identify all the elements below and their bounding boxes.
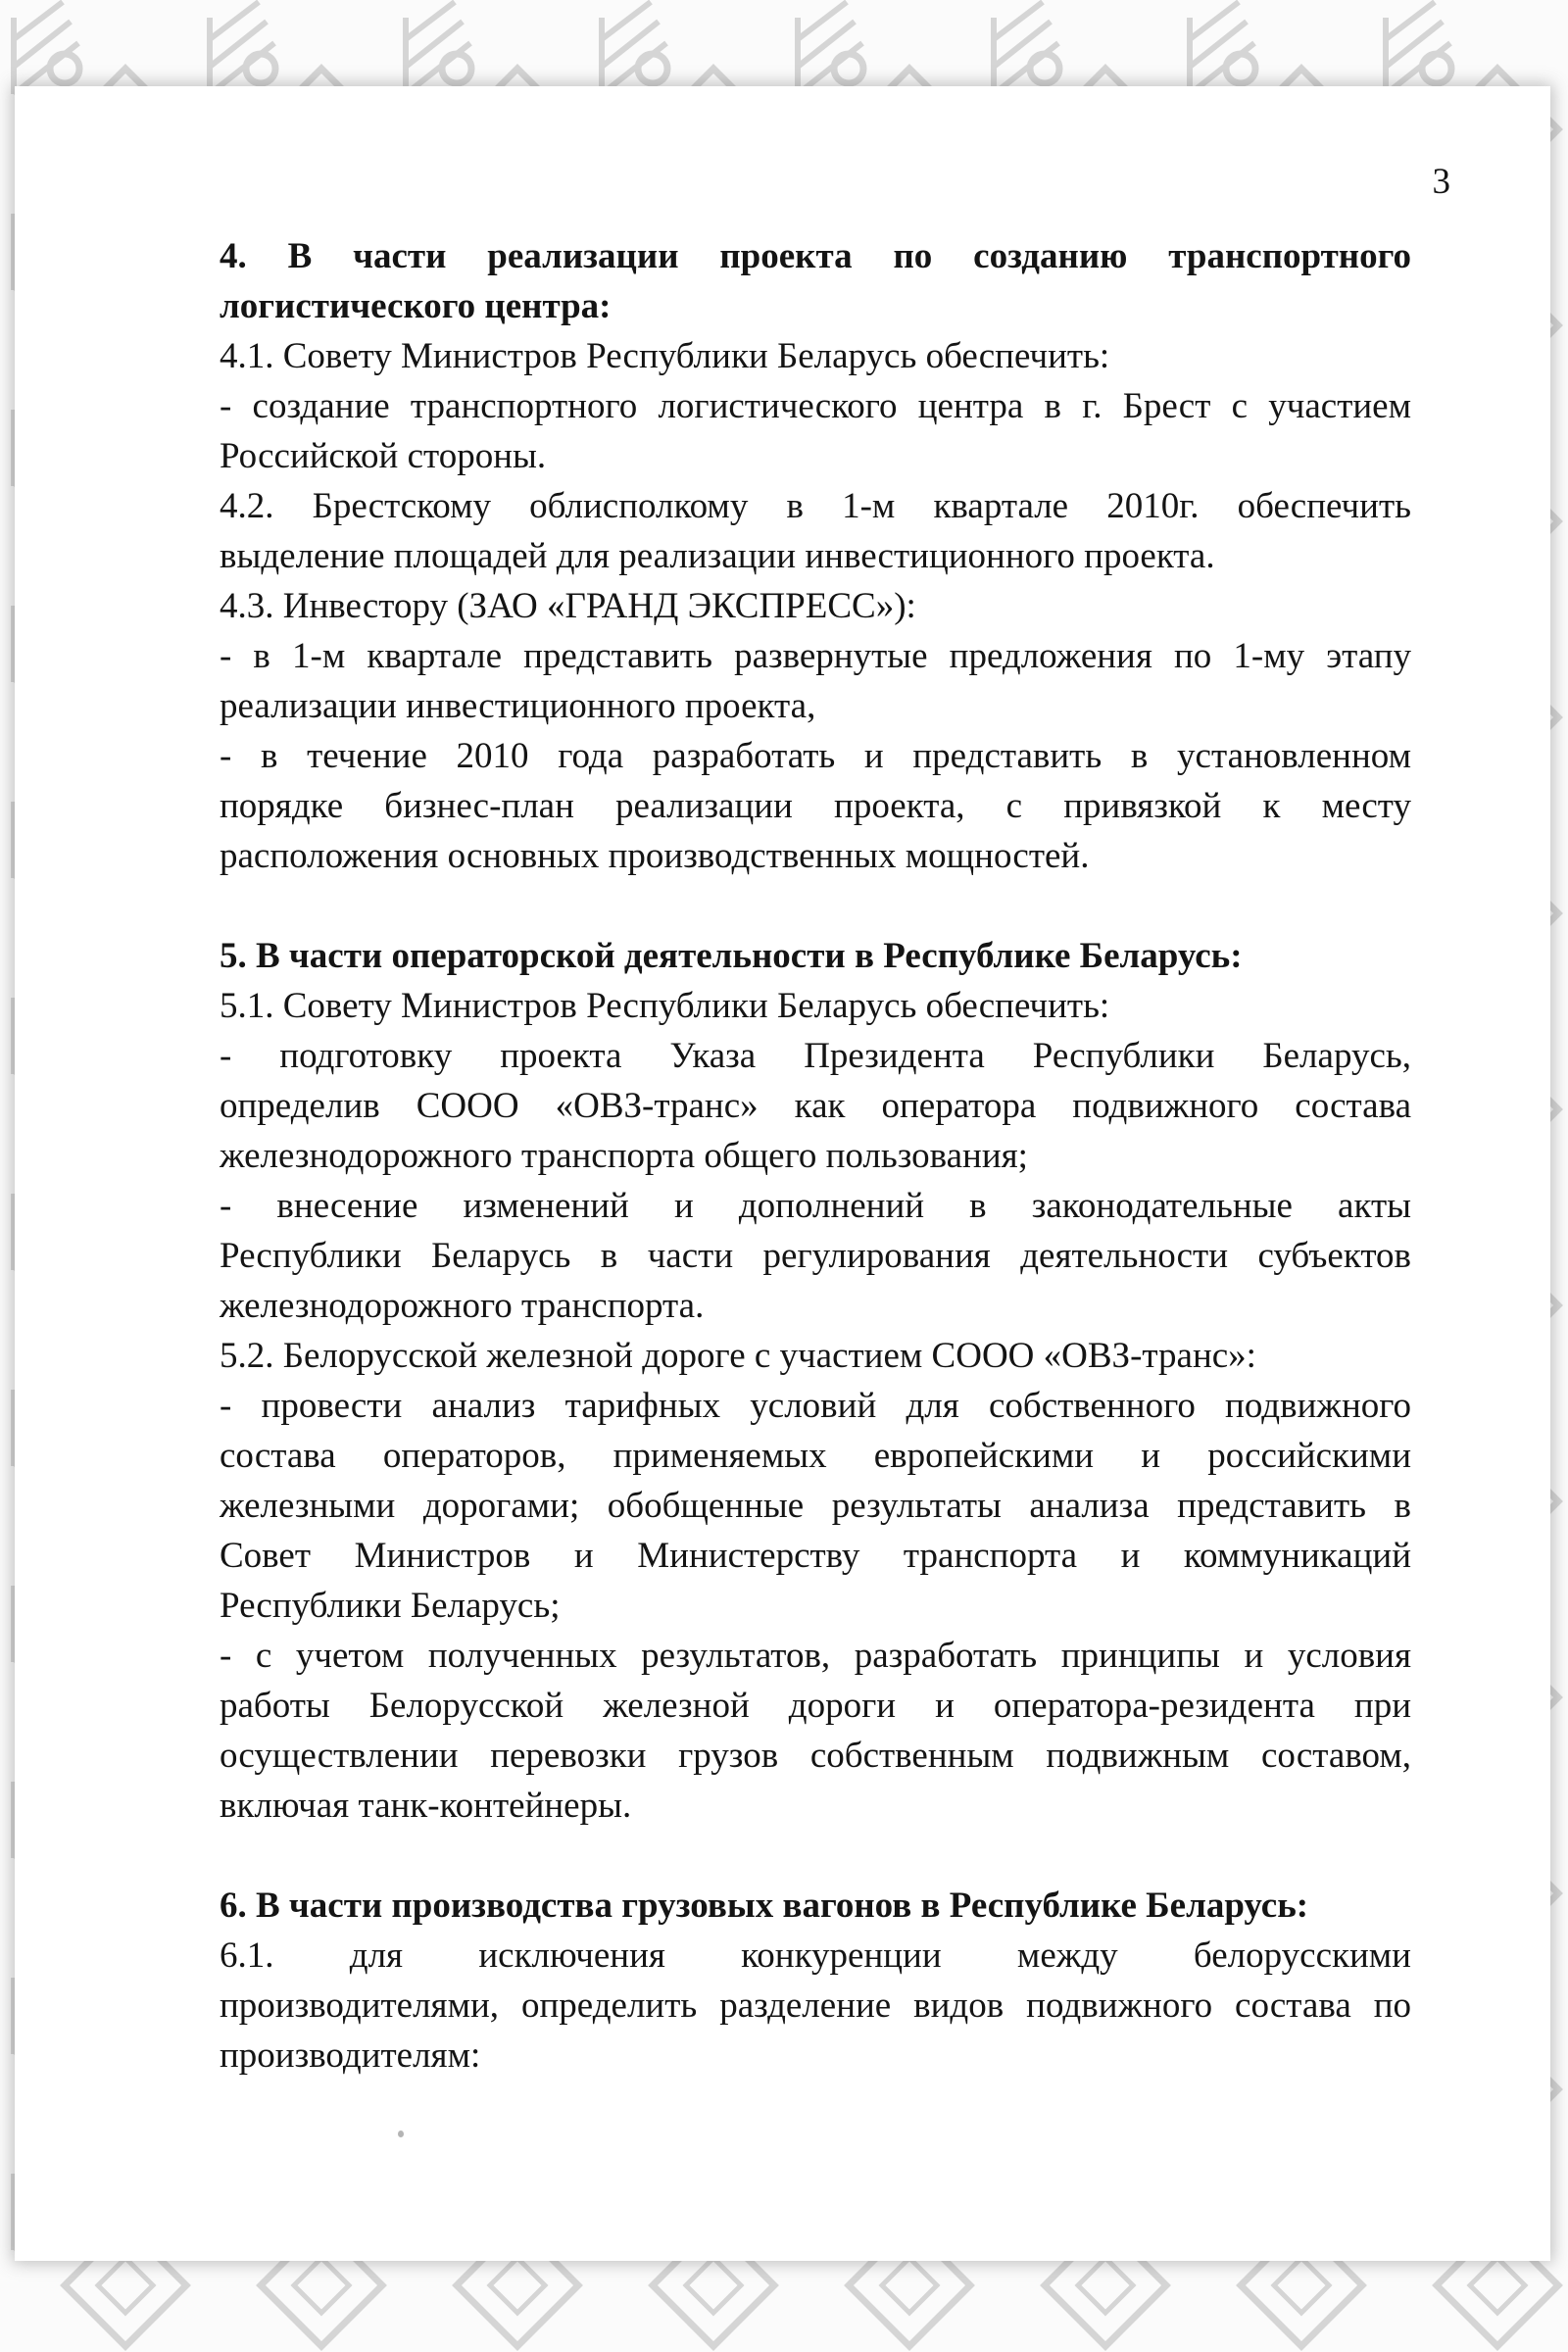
paragraph [220, 331, 1411, 381]
text-line: реализации инвестиционного проекта, [220, 686, 816, 726]
text-line: 4.3. Инвестору (ЗАО «ГРАНД ЭКСПРЕСС»): [220, 586, 916, 626]
text-line: - подготовку проекта Указа Президента Республики Беларусь, [220, 1036, 1411, 1076]
page-number: 3 [1432, 162, 1450, 202]
text-line: Российской стороны. [220, 436, 547, 476]
paragraph [220, 1931, 1411, 2081]
scan-speck [398, 2131, 404, 2137]
text-line: 4.1. Совету Министров Республики Беларусь обеспечить: [220, 336, 1110, 376]
text-line: определив СООО «ОВЗ-транс» как оператора подвижного состава [220, 1086, 1411, 1126]
paragraph [220, 381, 1411, 481]
document-text [220, 231, 1411, 2081]
text-line: порядке бизнес-план реализации проекта, с привязкой к месту [220, 786, 1411, 826]
document-page [15, 86, 1550, 2261]
paragraph-spacer [220, 881, 1411, 931]
paragraph [220, 1331, 1411, 1381]
paragraph [220, 981, 1411, 1031]
section-heading [220, 931, 1411, 981]
text-line: 4.2. Брестскому облисполкому в 1-м квартале 2010г. обеспечить [220, 486, 1411, 526]
text-line: - провести анализ тарифных условий для собственного подвижного [220, 1386, 1411, 1426]
section-heading [220, 231, 1411, 331]
text-line: - создание транспортного логистического центра в г. Брест с участием [220, 386, 1411, 426]
text-line: производителями, определить разделение видов подвижного состава по [220, 1985, 1411, 2026]
text-line: - с учетом полученных результатов, разработать принципы и условия [220, 1636, 1411, 1676]
text-line: 5.1. Совету Министров Республики Беларусь обеспечить: [220, 986, 1110, 1026]
text-line: 5. В части операторской деятельности в Республике Беларусь: [220, 936, 1243, 976]
text-line: состава операторов, применяемых европейскими и российскими [220, 1436, 1411, 1476]
text-line: Совет Министров и Министерству транспорта и коммуникаций [220, 1536, 1411, 1576]
paragraph [220, 581, 1411, 631]
paragraph [220, 481, 1411, 581]
paragraph [220, 1031, 1411, 1181]
text-line: включая танк-контейнеры. [220, 1786, 632, 1826]
text-line: железнодорожного транспорта общего пользования; [220, 1136, 1028, 1176]
text-line: Республики Беларусь в части регулирования деятельности субъектов [220, 1236, 1411, 1276]
text-line: выделение площадей для реализации инвестиционного проекта. [220, 536, 1215, 576]
paragraph [220, 1631, 1411, 1831]
text-line: логистического центра: [220, 286, 612, 326]
text-line: 6.1. для исключения конкуренции между белорусскими [220, 1936, 1411, 1976]
text-line: - в 1-м квартале представить развернутые предложения по 1-му этапу [220, 636, 1411, 676]
paragraph [220, 1381, 1411, 1631]
text-line: Республики Беларусь; [220, 1586, 561, 1626]
text-line: 5.2. Белорусской железной дороге с участием СООО «ОВЗ-транс»: [220, 1336, 1256, 1376]
text-line: железными дорогами; обобщенные результаты анализа представить в [220, 1486, 1411, 1526]
section-heading [220, 1881, 1411, 1931]
text-line: железнодорожного транспорта. [220, 1286, 705, 1326]
paragraph [220, 731, 1411, 881]
text-line: 6. В части производства грузовых вагонов в Республике Беларусь: [220, 1886, 1309, 1926]
text-line: осуществлении перевозки грузов собственным подвижным составом, [220, 1736, 1411, 1776]
paragraph-spacer [220, 1831, 1411, 1881]
paragraph [220, 631, 1411, 731]
text-line: работы Белорусской железной дороги и оператора-резидента при [220, 1686, 1411, 1726]
text-line: производителям: [220, 2035, 481, 2076]
text-line: 4. В части реализации проекта по созданию транспортного [220, 236, 1411, 276]
text-line: - в течение 2010 года разработать и представить в установленном [220, 736, 1411, 776]
text-line: расположения основных производственных мощностей. [220, 836, 1090, 876]
text-line: - внесение изменений и дополнений в законодательные акты [220, 1186, 1411, 1226]
paragraph [220, 1181, 1411, 1331]
